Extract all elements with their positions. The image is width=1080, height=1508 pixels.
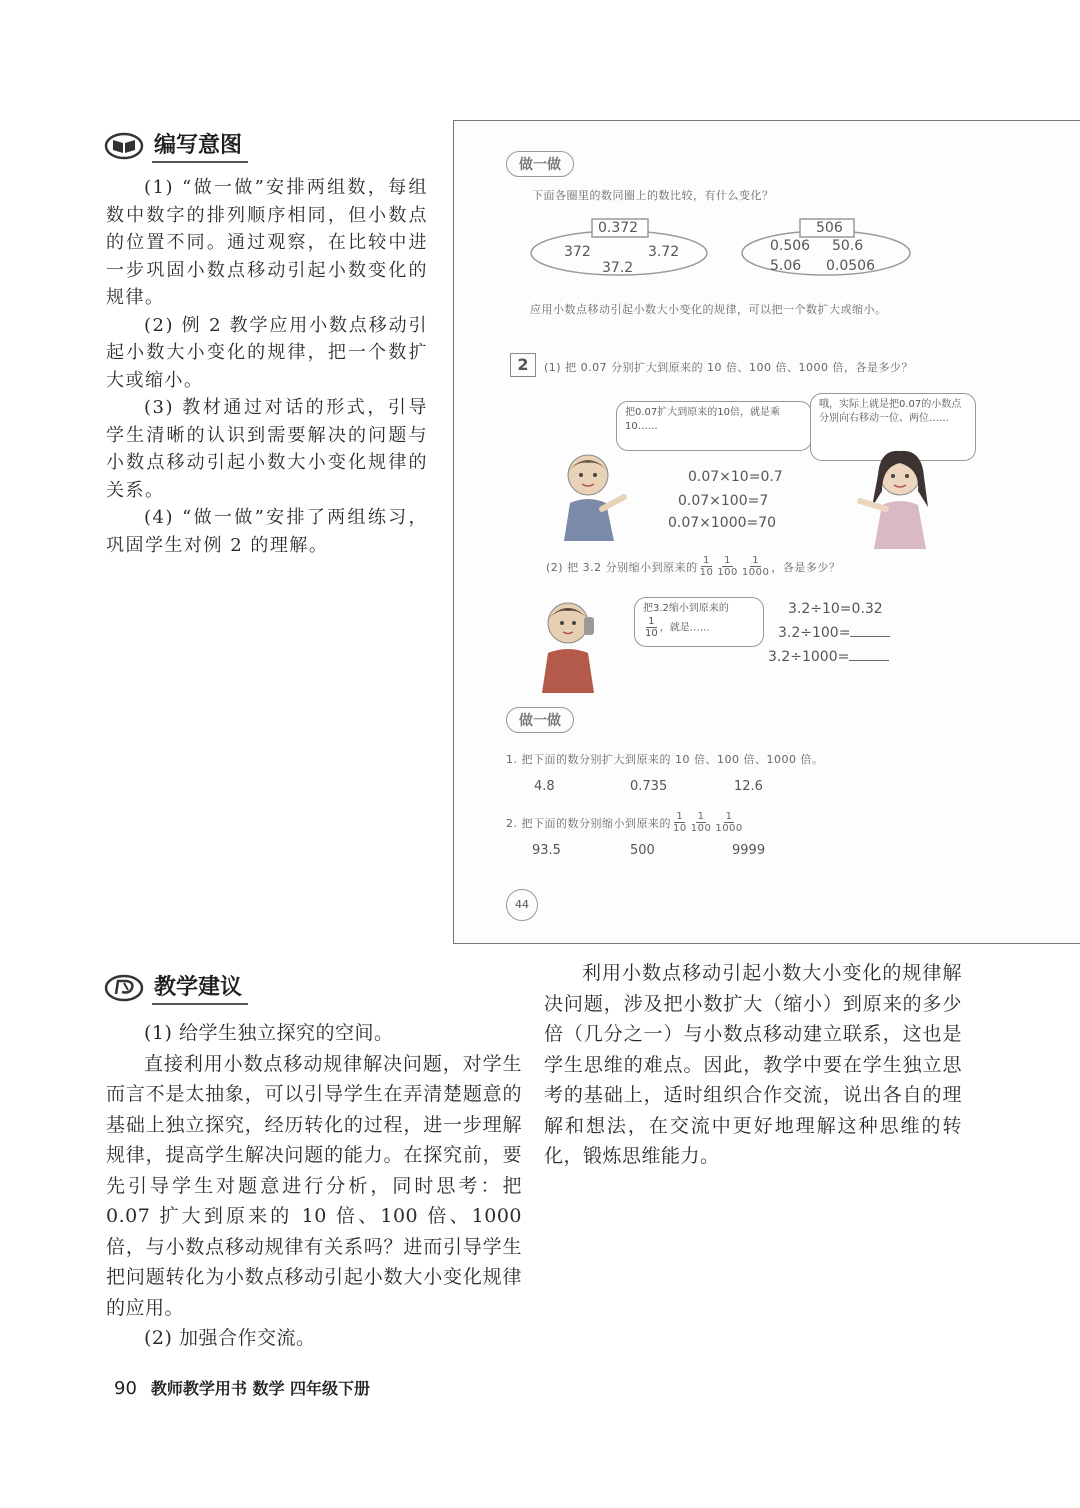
page-number: 90 [114,1378,137,1399]
girl-illustration [850,445,942,549]
practice-2-num-2: 500 [630,843,655,858]
book-icon [104,132,144,160]
doit-label-2: 做一做 [506,707,574,733]
doit-label-1: 做一做 [506,151,574,177]
intent-heading [104,128,248,163]
example-part-2: (2) 把 3.2 分别缩小到原来的 $\frac{1}{10}$ $\frac{1}{100}$ $\frac{1}{1000}$ ，各是多少？ [546,555,841,578]
page-footer [114,1376,370,1399]
boy-illustration [550,447,630,543]
group2-item-1: 0.506 [770,238,811,254]
equation-3: 0.07×1000=70 [668,515,777,531]
suggestion-icon [104,974,144,1002]
answer-blank-2 [849,660,889,661]
fraction-1-100: $\frac{1}{100}$ [717,555,738,578]
speech-bubble-1: 把0.07扩大到原来的10倍，就是乘10…… [616,401,812,451]
practice-2: 2. 把下面的数分别缩小到原来的 $\frac{1}{10}$ $\frac{1}{100}$ $\frac{1}{1000}$ [506,811,743,834]
practice-1: 1. 把下面的数分别扩大到原来的 10 倍、100 倍、1000 倍。 [506,753,824,766]
practice-2-num-1: 93.5 [532,843,561,858]
suggest-right-column [544,958,962,1172]
question-1: 下面各圈里的数同圈上的数比较，有什么变化？ [532,189,774,202]
suggest-para-2: 直接利用小数点移动规律解决问题，对学生而言不是太抽象，可以引导学生在弄清楚题意的基础上独立探究，经历转化的过程，进一步理解规律，提高学生解决问题的能力。在探究前，要先引导学生对题意进行分析，同时思考：把 0.07 扩大到原来的 10 倍、100 倍、1000倍，与小数点移动规律有关系吗？进而引导学生把问题转化为小数点移动引起小数大小变化规律的应用。 [106,1052,522,1319]
textbook-page-number: 44 [506,889,538,921]
speech-bubble-2: 哦，实际上就是把0.07的小数点分别向右移动一位、两位…… [810,393,976,461]
practice-2-num-3: 9999 [732,843,766,858]
suggest-heading [104,970,248,1005]
practice-1-num-1: 4.8 [534,779,555,794]
group2-top: 506 [816,220,843,236]
practice-1-num-2: 0.735 [630,779,668,794]
speech-bubble-3: 把3.2缩小到原来的 $\frac{1}{10}$ ，就是…… [634,597,764,647]
group1-item-1: 372 [564,244,591,260]
fraction-p2-10: $\frac{1}{10}$ [673,811,687,834]
fraction-1-1000: $\frac{1}{1000}$ [741,555,770,578]
suggest-title: 教学建议 [152,970,248,1005]
intent-body [106,174,428,559]
group1-top: 0.372 [598,220,639,236]
textbook-page-excerpt [453,120,1080,944]
equation-6: 3.2÷1000= [768,649,889,665]
intent-para-2: (2) 例 2 教学应用小数点移动引起小数大小变化的规律，把一个数扩大或缩小。 [106,314,428,391]
intent-para-4: (4) “做一做”安排了两组练习，巩固学生对例 2 的理解。 [106,507,428,556]
example-part-1: (1) 把 0.07 分别扩大到原来的 10 倍、100 倍、1000 倍，各是多少？ [544,361,914,374]
equation-1: 0.07×10=0.7 [688,469,783,485]
group2-item-3: 5.06 [770,258,802,274]
group1-item-2: 3.72 [648,244,680,260]
suggest-para-1: (1) 给学生独立探究的空间。 [144,1022,394,1044]
intent-title: 编写意图 [152,128,248,163]
fraction-p2-100: $\frac{1}{100}$ [690,811,712,834]
intent-para-3: (3) 教材通过对话的形式，引导学生清晰的认识到需要解决的问题与小数点移动引起小数大小变化规律的关系。 [106,397,428,501]
group2-item-4: 0.0506 [826,258,875,274]
group1-item-3: 37.2 [602,260,634,276]
example-number: 2 [510,353,536,377]
intent-para-1: (1) “做一做”安排两组数，每组数中数字的排列顺序相同，但小数点的位置不同。通过观察，在比较中进一步巩固小数点移动引起小数变化的规律。 [106,177,428,308]
group2-item-2: 50.6 [832,238,864,254]
suggest-right-para: 利用小数点移动引起小数大小变化的规律解决问题，涉及把小数扩大（缩小）到原来的多少倍（几分之一）与小数点移动建立联系，这也是学生思维的难点。因此，教学中要在学生独立思考的基础上，适时组织合作交流，说出各自的理解和想法，在交流中更好地理解这种思维的转化，锻炼思维能力。 [544,962,962,1167]
fraction-p2-1000: $\frac{1}{1000}$ [715,811,743,834]
fraction-1-10-bubble: $\frac{1}{10}$ [645,616,658,639]
practice-1-num-3: 12.6 [734,779,763,794]
rule-text: 应用小数点移动引起小数大小变化的规律，可以把一个数扩大或缩小。 [530,303,887,316]
suggest-para-3: (2) 加强合作交流。 [144,1327,316,1349]
suggest-left-column [106,1018,522,1354]
equation-2: 0.07×100=7 [678,493,769,509]
child-phone-illustration [530,593,610,693]
fraction-1-10: $\frac{1}{10}$ [699,555,714,578]
equation-5: 3.2÷100= [778,625,890,641]
book-title: 教师教学用书 数学 四年级下册 [150,1379,371,1398]
answer-blank-1 [850,636,890,637]
equation-4: 3.2÷10=0.32 [788,601,883,617]
